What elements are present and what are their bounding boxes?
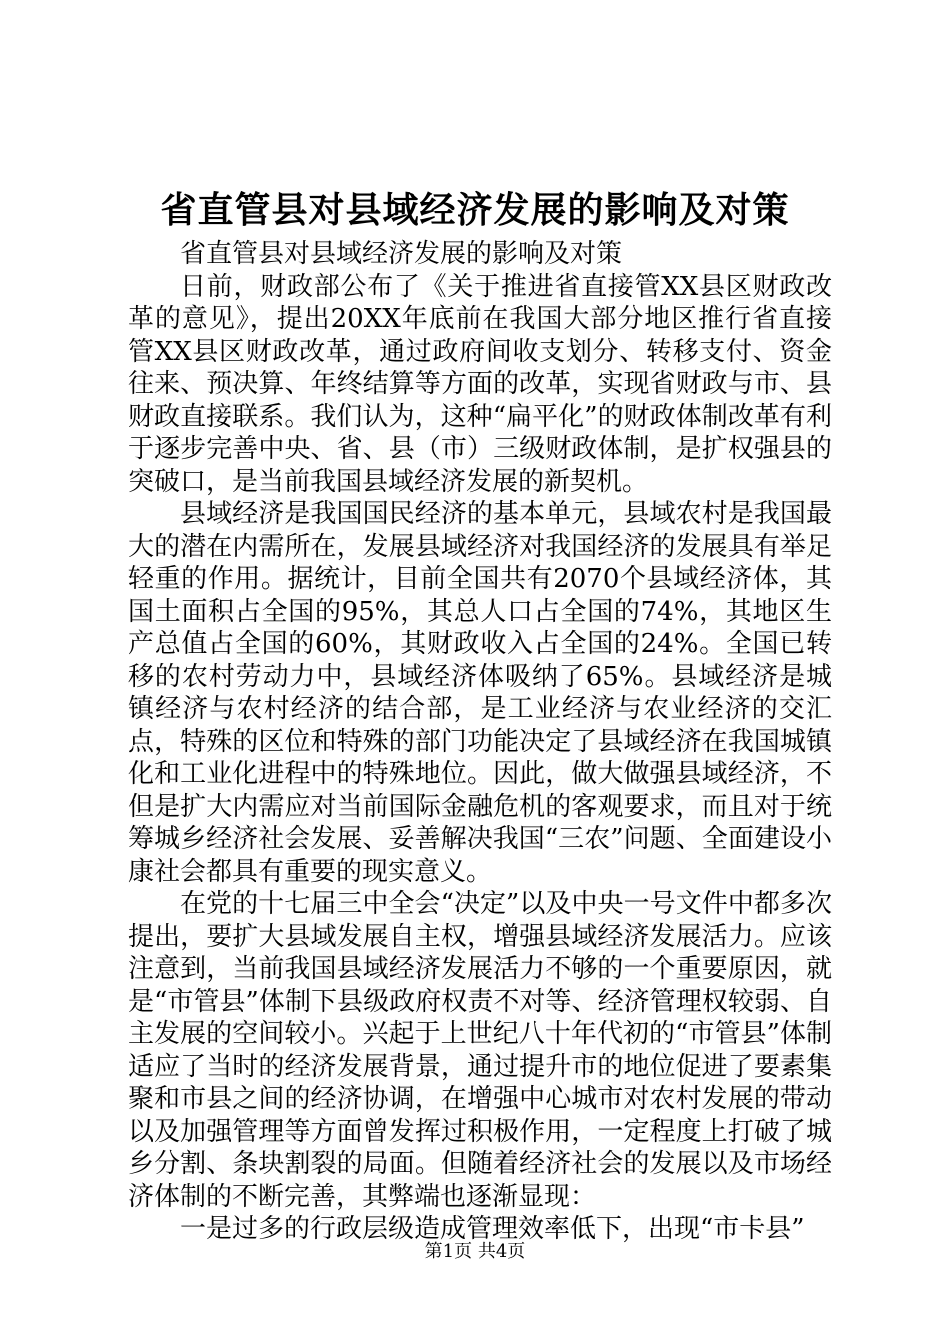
document-title: 省直管县对县域经济发展的影响及对策 (160, 189, 790, 231)
paragraph: 日前，财政部公布了《关于推进省直接管XX县区财政改革的意见》，提出20XX年底前在我国大部分地区推行省直接管XX县区财政改革，通过政府间收支划分、转移支付、资金往来、预决算、年终结算等方面的改革，实现省财政与市、县财政直接联系。我们认为，这种“扁平化”的财政体制改革有利于逐步完善中央、省、县（市）三级财政体制，是扩权强县的突破口，是当前我国县域经济发展的新契机。 (128, 271, 832, 497)
page-number-footer: 第1页 共4页 (424, 1241, 526, 1262)
paragraph: 在党的十七届三中全会“决定”以及中央一号文件中都多次提出，要扩大县域发展自主权，增强县域经济发展活力。应该注意到，当前我国县域经济发展活力不够的一个重要原因，就是“市管县”体制下县级政府权责不对等、经济管理权较弱、自主发展的空间较小。兴起于上世纪八十年代初的“市管县”体制适应了当时的经济发展背景，通过提升市的地位促进了要素集聚和市县之间的经济协调，在增强中心城市对农村发展的带动以及加强管理等方面曾发挥过积极作用，一定程度上打破了城乡分割、条块割裂的局面。但随着经济社会的发展以及市场经济体制的不断完善，其弊端也逐渐显现： (128, 889, 832, 1212)
document-body (128, 238, 832, 1246)
paragraph: 一是过多的行政层级造成管理效率低下，出现“市卡县” (180, 1214, 805, 1244)
paragraph: 县域经济是我国国民经济的基本单元，县域农村是我国最大的潜在内需所在，发展县域经济对我国经济的发展具有举足轻重的作用。据统计，目前全国共有2070个县域经济体，其国土面积占全国的95%，其总人口占全国的74%，其地区生产总值占全国的60%，其财政收入占全国的24%。全国已转移的农村劳动力中，县域经济体吸纳了65%。县域经济是城镇经济与农村经济的结合部，是工业经济与农业经济的交汇点，特殊的区位和特殊的部门功能决定了县域经济在我国城镇化和工业化进程中的特殊地位。因此，做大做强县域经济，不但是扩大内需应对当前国际金融危机的客观要求，而且对于统筹城乡经济社会发展、妥善解决我国“三农”问题、全面建设小康社会都具有重要的现实意义。 (128, 499, 832, 887)
paragraph-subtitle: 省直管县对县域经济发展的影响及对策 (180, 239, 623, 269)
